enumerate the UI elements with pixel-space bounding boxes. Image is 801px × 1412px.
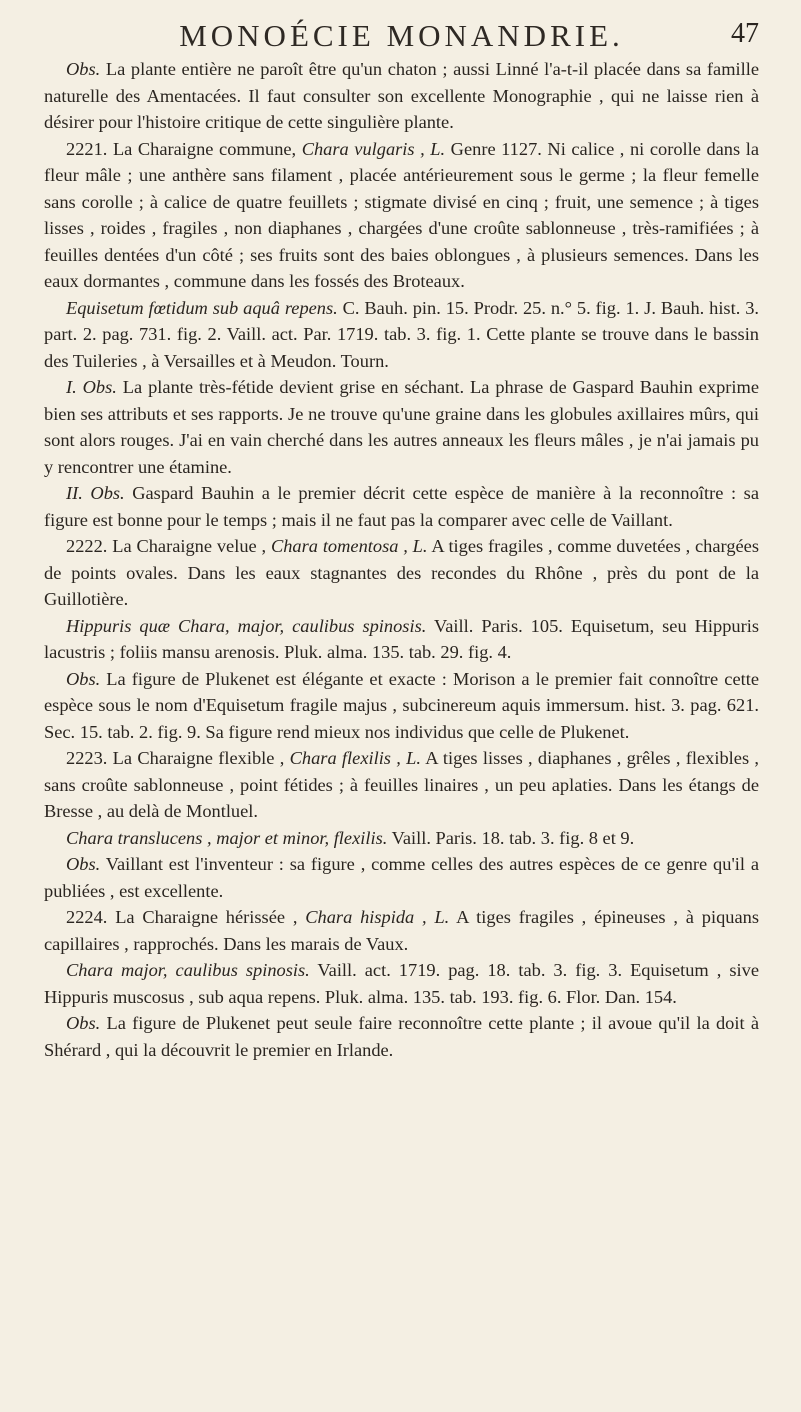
- paragraph-obs-i: I. Obs. La plante très-fétide devient grise en séchant. La phrase de Gaspard Bauhin exprime bien ses attributs et ses rapports. Je ne trouve qu'une graine dans les globules axillaires mûrs, qui sont alors rouges. J'ai en vain cherché dans les autres anneaux les fleurs mâles , je n'ai jamais pu y rencontrer une étamine.: [44, 377, 759, 477]
- paragraph-synonym-translucens: Chara translucens , major et minor, flexilis. Vaill. Paris. 18. tab. 3. fig. 8 et 9.: [66, 827, 635, 848]
- paragraph-obs-vaillant: Obs. Vaillant est l'inventeur : sa figure , comme celles des autres espèces de ce genre qu'il a publiées , est excellente.: [44, 854, 759, 901]
- paragraph-obs-sherard: Obs. La figure de Plukenet peut seule faire reconnoître cette plante ; il avoue qu'il la doit à Shérard , qui la découvrit le premier en Irlande.: [44, 1013, 759, 1060]
- paragraph-2222: 2222. La Charaigne velue , Chara tomentosa , L. A tiges fragiles , comme duvetées , chargées de points ovales. Dans les eaux stagnantes des recondes du Rhône , près du pont de la Guillotière.: [44, 536, 759, 609]
- paragraph-synonym-hippuris: Hippuris quæ Chara, major, caulibus spinosis. Vaill. Paris. 105. Equisetum, seu Hippuris lacustris ; foliis mansu arenosis. Pluk. alma. 135. tab. 29. fig. 4.: [44, 615, 759, 662]
- page-body: [44, 56, 759, 1063]
- paragraph-2223: 2223. La Charaigne flexible , Chara flexilis , L. A tiges lisses , diaphanes , grêles , flexibles , sans croûte sablonneuse , point fétides ; à feuilles linaires , un peu aplaties. Dans les étangs de Bresse , au delà de Montluel.: [44, 748, 759, 821]
- paragraph-2224: 2224. La Charaigne hérissée , Chara hispida , L. A tiges fragiles , épineuses , à piquans capillaires , rapprochés. Dans les marais de Vaux.: [44, 907, 759, 954]
- paragraph-obs-1: Obs. La plante entière ne paroît être qu'un chaton ; aussi Linné l'a-t-il placée dans sa famille naturelle des Amentacées. Il faut consulter son excellente Monographie , qui ne laisse rien à désirer pour l'histoire critique de cette singulière plante.: [44, 59, 759, 132]
- paragraph-synonym-chara-major: Chara major, caulibus spinosis. Vaill. act. 1719. pag. 18. tab. 3. fig. 3. Equisetum , sive Hippuris muscosus , sub aqua repens. Pluk. alma. 135. tab. 193. fig. 6. Flor. Dan. 154.: [44, 960, 759, 1007]
- page-number: 47: [731, 18, 759, 49]
- page-header: [44, 0, 759, 56]
- paragraph-synonym-equisetum: Equisetum fœtidum sub aquâ repens. C. Bauh. pin. 15. Prodr. 25. n.° 5. fig. 1. J. Bauh. hist. 3. part. 2. pag. 731. fig. 2. Vaill. act. Par. 1719. tab. 3. fig. 1. Cette plante se trouve dans le bassin des Tuileries , à Versailles et à Meudon. Tourn.: [44, 297, 759, 371]
- paragraph-2221: 2221. La Charaigne commune, Chara vulgaris , L. Genre 1127. Ni calice , ni corolle dans la fleur mâle ; une anthère sans filament , placée antérieurement sous le germe ; la fleur femelle sans corolle ; à calice de quatre feuillets ; stigmate divisé en cinq ; fruit, une semence ; à tiges lisses , roides , fragiles , non diaphanes , chargées d'une croûte sablonneuse , très-ramifiées ; à feuilles dentées d'un côté ; ses fruits sont des baies oblongues , à plusieurs semences. Dans les eaux dormantes , commune dans les fossés des Broteaux.: [44, 138, 759, 291]
- paragraph-obs-plukenet: Obs. La figure de Plukenet est élégante et exacte : Morison a le premier fait connoître cette espèce sous le nom d'Equisetum fragile majus , subcinereum aquis immersum. hist. 3. pag. 621. Sec. 15. tab. 2. fig. 9. Sa figure rend mieux nos individus que celle de Plukenet.: [44, 668, 759, 742]
- running-title: MONOÉCIE MONANDRIE.: [179, 18, 624, 53]
- paragraph-obs-ii: II. Obs. Gaspard Bauhin a le premier décrit cette espèce de manière à la reconnoître : sa figure est bonne pour le temps ; mais il ne faut pas la comparer avec celle de Vaillant.: [44, 483, 759, 530]
